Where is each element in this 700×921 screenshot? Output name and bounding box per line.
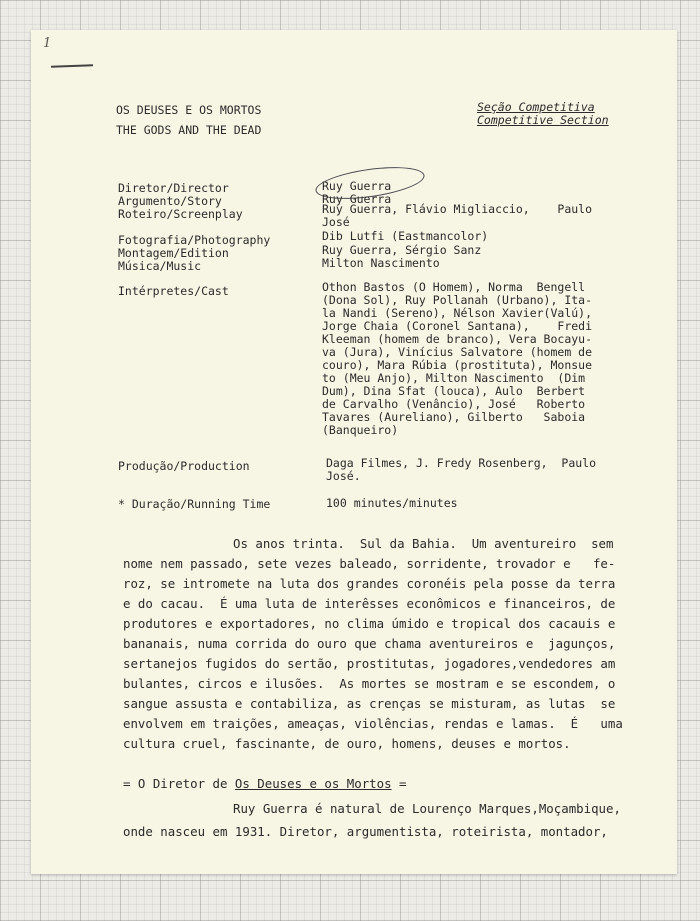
cast-line: couro), Mara Rúbia (prostituta), Monsue (322, 358, 593, 372)
cast-line: (Dona Sol), Ruy Pollanah (Urbano), Ita- (322, 293, 593, 307)
credit-value-music: Milton Nascimento (322, 256, 440, 270)
credit-value-screenplay: Ruy Guerra, Flávio Migliaccio, Paulo (322, 202, 593, 216)
section-portuguese: Seção Competitiva (477, 100, 595, 114)
synopsis-line: sangue assusta e contabiliza, as crenças se misturam, as lutas se (123, 696, 616, 711)
duration-value: 100 minutes/minutes (326, 496, 458, 510)
synopsis-line: Os anos trinta. Sul da Bahia. Um aventureiro sem (233, 536, 614, 551)
credit-label-story: Argumento/Story (118, 194, 222, 208)
credit-value-story: Ruy Guerra (322, 192, 392, 206)
title-english: THE GODS AND THE DEAD (116, 123, 262, 137)
title-portuguese: OS DEUSES E OS MORTOS (116, 103, 262, 117)
page-number-handwritten: 1 (43, 36, 52, 51)
cast-line: Tavares (Aureliano), Gilberto Saboia (322, 410, 586, 424)
production-value-cont: José. (326, 469, 361, 483)
synopsis-line: sertanejos fugidos do sertão, prostitutas, jogadores,vendedores am (123, 656, 616, 671)
cast-line: Othon Bastos (O Homem), Norma Bengell (322, 280, 586, 294)
cast-line: de Carvalho (Venâncio), José Roberto (322, 397, 586, 411)
cast-line: la Nandi (Sereno), Nélson Xavier(Valú), (322, 306, 593, 320)
synopsis-paragraph (123, 536, 643, 751)
credit-value-edition: Ruy Guerra, Sérgio Sanz (322, 243, 482, 257)
credit-value-screenplay-cont: José (322, 215, 350, 229)
synopsis-line: envolvem em traições, ameaças, violências, rendas e lamas. É uma (123, 716, 623, 731)
director-heading (123, 778, 406, 790)
director-heading-film-title: Os Deuses e os Mortos (234, 776, 392, 791)
section-english: Competitive Section (477, 113, 609, 127)
synopsis-line: bulantes, circos e ilusões. As mortes se mostram e se escondem, o (123, 676, 616, 691)
production-value: Daga Filmes, J. Fredy Rosenberg, Paulo (326, 456, 597, 470)
synopsis-line: roz, se intromete na luta dos grandes coronéis pela posse da terra (123, 576, 616, 591)
cast-label: Intérpretes/Cast (118, 284, 229, 298)
credit-label-photography: Fotografia/Photography (118, 233, 271, 247)
duration-label: * Duração/Running Time (118, 497, 271, 511)
cast-line: va (Jura), Vinícius Salvatore (homem de (322, 345, 593, 359)
credit-label-music: Música/Music (118, 259, 202, 273)
cast-line: (Banqueiro) (322, 423, 399, 437)
synopsis-line: nome nem passado, sete vezes baleado, sorridente, trovador e fe- (123, 556, 616, 571)
credit-label-director: Diretor/Director (118, 181, 229, 195)
credit-label-edition: Montagem/Edition (118, 246, 229, 260)
bio-line: onde nasceu em 1931. Diretor, argumentista, roteirista, montador, (123, 824, 608, 839)
director-heading-suffix: = (391, 776, 407, 791)
synopsis-line: e do cacau. É uma luta de interêsses econômicos e financeiros, de (123, 596, 616, 611)
cast-list (322, 282, 652, 452)
bio-line: Ruy Guerra é natural de Lourenço Marques,Moçambique, (233, 801, 621, 816)
document-page (31, 30, 677, 874)
cast-line: Dum), Dina Sfat (louca), Aulo Berbert (322, 384, 586, 398)
production-label: Produção/Production (118, 459, 250, 473)
synopsis-line: bananais, numa corrida do ouro que chama aventureiros e jagunços, (123, 636, 616, 651)
synopsis-line: produtores e exportadores, no clima úmido e tropical dos cacauis e (123, 616, 616, 631)
synopsis-line: cultura cruel, fascinante, de ouro, homens, deuses e mortos. (123, 736, 571, 751)
credit-label-screenplay: Roteiro/Screenplay (118, 207, 243, 221)
cast-line: Jorge Chaia (Coronel Santana), Fredi (322, 319, 593, 333)
pen-stroke (51, 64, 93, 67)
cast-line: to (Meu Anjo), Milton Nascimento (Dim (322, 371, 586, 385)
director-heading-prefix: = O Diretor de (123, 776, 235, 791)
cast-line: Kleeman (homem de branco), Vera Bocayu- (322, 332, 593, 346)
credit-value-director: Ruy Guerra (322, 179, 392, 193)
credit-value-photography: Dib Lutfi (Eastmancolor) (322, 229, 489, 243)
